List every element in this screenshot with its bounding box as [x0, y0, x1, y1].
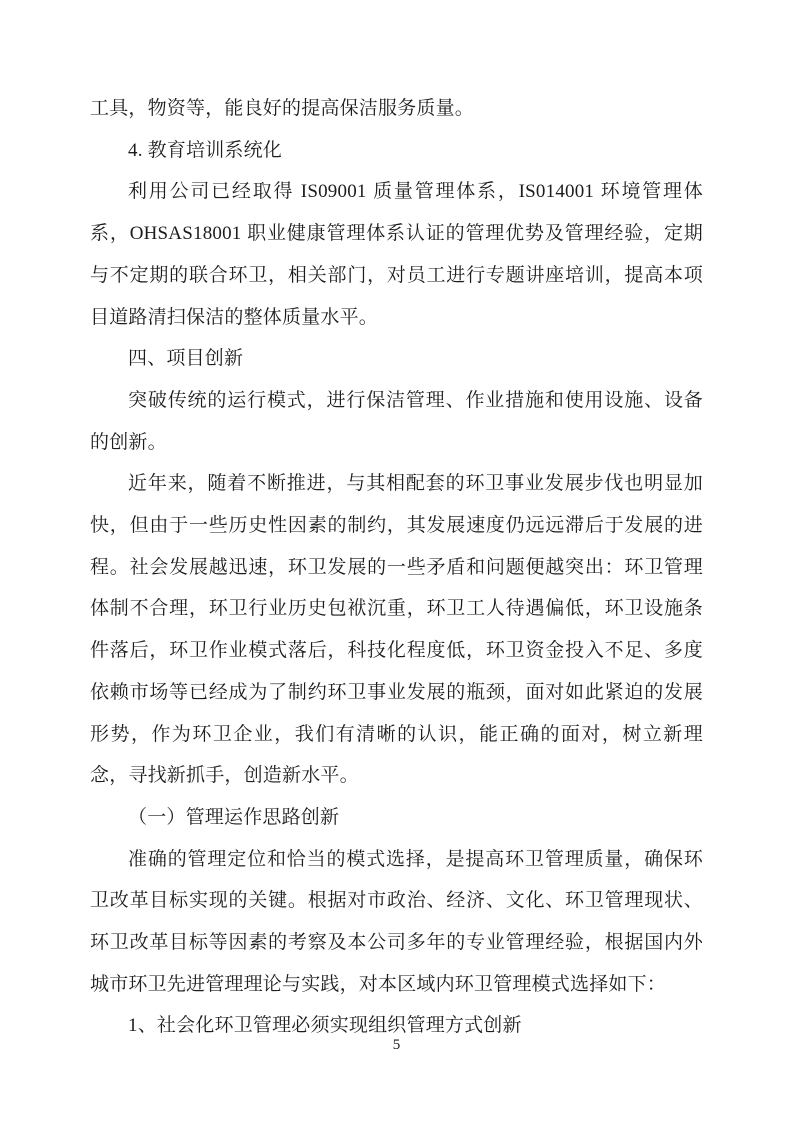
- paragraph-numbered-heading: 4. 教育培训系统化: [128, 139, 283, 161]
- paragraph-body-continuation: 工具，物资等，能良好的提高保洁服务质量。: [90, 98, 475, 119]
- paragraph-numbered-heading: 1、社会化环卫管理必须实现组织管理方式创新: [128, 1015, 522, 1037]
- paragraph-body: 突破传统的运行模式，进行保洁管理、作业措施和使用设施、设备的创新。: [90, 389, 703, 453]
- paragraph-body: 利用公司已经取得 IS09001 质量管理体系，IS014001 环境管理体系，OHSAS18001 职业健康管理体系认证的管理优势及管理经验，定期与不定期的联合环卫，相关部门，对员工进行专题讲座培训，提高本项目道路清扫保洁的整体质量水平。: [90, 181, 703, 328]
- page-footer: [0, 1036, 793, 1054]
- paragraph-body: 近年来，随着不断推进，与其相配套的环卫事业发展步伐也明显加快，但由于一些历史性因素的制约，其发展速度仍远远滞后于发展的进程。社会发展越迅速，环卫发展的一些矛盾和问题便越突出：环卫管理体制不合理，环卫行业历史包袱沉重，环卫工人待遇偏低，环卫设施条件落后，环卫作业模式落后，科技化程度低，环卫资金投入不足、多度依赖市场等已经成为了制约环卫事业发展的瓶颈，面对如此紧迫的发展形势，作为环卫企业，我们有清晰的认识，能正确的面对，树立新理念，寻找新抓手，创造新水平。: [90, 473, 703, 787]
- page-number: 5: [392, 1037, 401, 1053]
- document-body: [90, 88, 703, 1047]
- paragraph-sub-heading: （一）管理运作思路创新: [128, 806, 340, 828]
- paragraph-section-heading: 四、项目创新: [128, 348, 244, 370]
- paragraph-body: 准确的管理定位和恰当的模式选择，是提高环卫管理质量，确保环卫改革目标实现的关键。根据对市政治、经济、文化、环卫管理现状、环卫改革目标等因素的考察及本公司多年的专业管理经验，根据国内外城市环卫先进管理理论与实践，对本区域内环卫管理模式选择如下：: [90, 848, 703, 995]
